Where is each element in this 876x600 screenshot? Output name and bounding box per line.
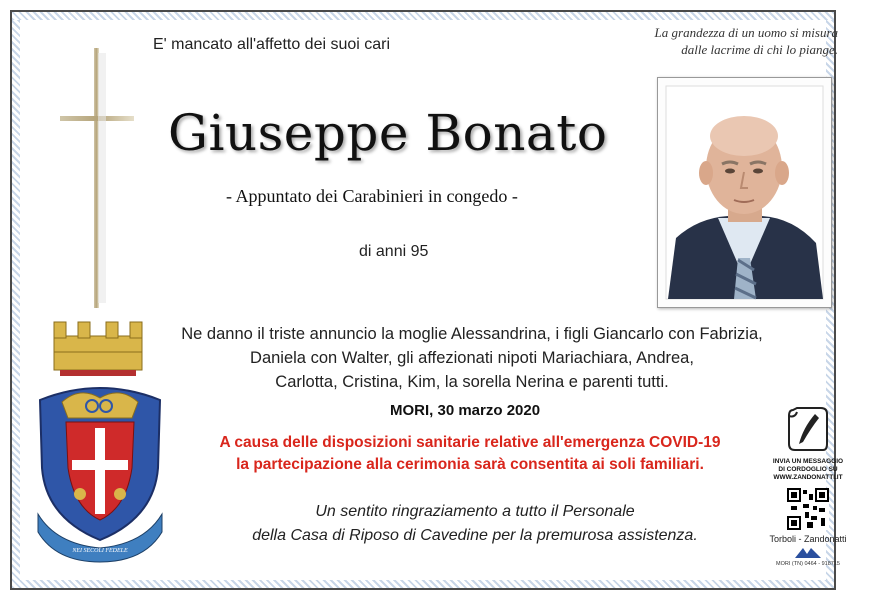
thanks-line: della Casa di Riposo di Cavedine per la premurosa assistenza. [252,527,698,544]
covid-notice-line: A causa delle disposizioni sanitarie relative all'emergenza COVID-19 [219,434,721,451]
covid-notice [200,432,740,476]
condolence-message[interactable] [768,458,848,482]
announcement-line: Daniela con Walter, gli affezionati nipoti Mariachiara, Andrea, [250,349,694,367]
intro-text: E' mancato all'affetto dei suoi cari [153,36,391,53]
place-date: MORI, 30 marzo 2020 [390,402,541,419]
border-hatch-left [12,12,20,588]
announcement-text [152,322,792,394]
condolence-line: WWW.ZANDONATTI.IT [773,474,843,481]
scroll-quill-icon[interactable] [785,404,831,454]
funeral-home-name: Torboli - Zandonatti [769,534,847,544]
thanks-line: Un sentito ringraziamento a tutto il Personale [315,503,635,520]
funeral-home-contact: MORI (TN) 0464 - 918715 [776,561,840,567]
memorial-quote: La grandezza di un uomo si misura dalle lacrime di chi lo piange. [654,25,838,57]
covid-notice-line: la partecipazione alla cerimonia sarà consentita ai soli familiari. [236,456,704,473]
age-text: di anni 95 [359,243,429,260]
portrait-photo [657,77,832,308]
deceased-name: Giuseppe Bonato [168,104,608,162]
border-hatch-bottom [12,580,834,588]
condolence-line: INVIA UN MESSAGGIO [772,458,844,465]
announcement-line: Ne danno il triste annuncio la moglie Alessandrina, i figli Giancarlo con Fabrizia, [181,325,763,343]
carabinieri-coat-of-arms [36,318,164,563]
funeral-home-logo [793,546,823,560]
thanks-text [230,500,720,548]
qr-code-icon[interactable] [787,488,829,530]
border-hatch-top [12,12,834,20]
rank-subtitle: - Appuntato dei Carabinieri in congedo - [226,186,518,206]
condolence-line: DI CORDOGLIO SU [778,466,838,473]
cross-icon [58,48,138,308]
coat-motto: NEI SECOLI FEDELE [72,548,128,554]
announcement-line: Carlotta, Cristina, Kim, la sorella Nerina e parenti tutti. [275,373,669,391]
condolence-block [768,404,848,567]
